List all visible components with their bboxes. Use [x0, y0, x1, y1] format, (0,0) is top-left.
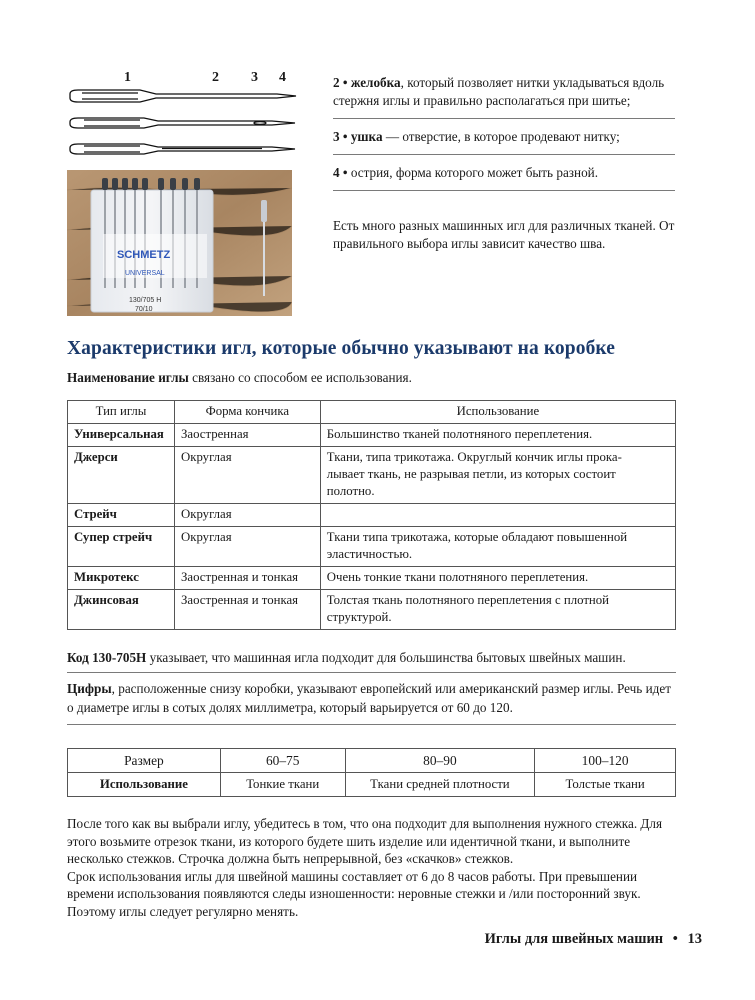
table-row: [68, 447, 676, 504]
tip-cell: Заостренная и тонкая: [174, 590, 320, 630]
bullet: •: [342, 165, 348, 180]
part-text: , который позволяет нитки укладываться вдоль стержня иглы и правильно располагаться при шитье;: [333, 75, 665, 108]
final-paragraph-1: После того как вы выбрали иглу, убедитесь в том, что она подходит для выполнения нужного стежка. Для этого возьмите отрезок ткани, из которого будете шить изделие или идентичной ткани, и выполните несколько стежков. Строчка должна быть непрерывной, без «скачков» стежков.: [67, 816, 663, 867]
usage-cell: [320, 504, 675, 527]
page-footer: [485, 931, 702, 948]
name-line-bold: Наименование иглы: [67, 370, 189, 385]
size-header-label: Размер: [68, 749, 221, 773]
part-name: желобка: [350, 75, 401, 90]
diagram-number: 2: [212, 70, 219, 85]
part-text: — отверстие, в которое продевают нитку;: [382, 129, 620, 144]
header-usage: Использование: [320, 401, 675, 424]
usage-cell: Большинство тканей полотняного переплетения.: [320, 424, 675, 447]
tip-cell: Округлая: [174, 447, 320, 504]
code-text: указывает, что машинная игла подходит для большинства бытовых швейных машин.: [146, 650, 626, 665]
size-table: [67, 748, 676, 797]
final-text: [67, 815, 676, 921]
usage-cell: Ткани типа трикотажа, которые обладают повышенной эластичностью.: [320, 527, 675, 567]
usage-cell: Толстая ткань полотняного переплетения с плотной структурой.: [320, 590, 675, 630]
header-type: Тип иглы: [68, 401, 175, 424]
table-row: [68, 590, 676, 630]
part-text: острия, форма которого может быть разной.: [347, 165, 599, 180]
diagram-number: 3: [251, 70, 258, 85]
tip-cell: Округлая: [174, 527, 320, 567]
table-row: [68, 567, 676, 590]
size-header-row: [68, 749, 676, 773]
final-paragraph-2: Срок использования иглы для швейной машины составляет от 6 до 8 часов работы. При превышении времени использования появляются следы изношенности: неровные стежки и /или посторонний звук. Поэтому иглы следует регулярно менять.: [67, 868, 641, 919]
divider: [67, 724, 676, 725]
size-use: Толстые ткани: [535, 773, 676, 797]
type-cell: Универсальная: [68, 424, 175, 447]
usage-cell: Очень тонкие ткани полотняного переплетения.: [320, 567, 675, 590]
section-title: Характеристики игл, которые обычно указывают на коробке: [67, 338, 616, 359]
part-number: 2: [333, 75, 340, 90]
part-number: 3: [333, 129, 340, 144]
table-row: [68, 424, 676, 447]
box-code: 130/705 H: [129, 297, 162, 304]
header-tip: Форма кончика: [174, 401, 320, 424]
part-item: [333, 164, 675, 191]
divider: [67, 672, 676, 673]
bullet: •: [342, 129, 348, 144]
size-use: Тонкие ткани: [220, 773, 345, 797]
digits-paragraph: [67, 679, 676, 717]
intro-paragraph: Есть много разных машинных игл для различных тканей. От правильного выбора иглы зависит качество шва.: [333, 218, 675, 251]
code-bold: Код 130-705H: [67, 650, 147, 665]
part-name: ушка: [350, 129, 383, 144]
type-cell: Джинсовая: [68, 590, 175, 630]
code-paragraph: [67, 648, 676, 667]
usage-cell: Ткани, типа трикотажа. Округлый кончик иглы прока- лывает ткань, не разрывая петли, из которых состоит полотно.: [320, 447, 675, 504]
digits-bold: Цифры: [67, 681, 112, 696]
part-item: [333, 128, 675, 155]
type-cell: Стрейч: [68, 504, 175, 527]
needle-diagram: [62, 70, 297, 160]
needle-types-table: [67, 400, 676, 630]
size-range: 80–90: [345, 749, 535, 773]
needle-parts-list: [333, 74, 675, 253]
size-range: 60–75: [220, 749, 345, 773]
tip-cell: Заостренная: [174, 424, 320, 447]
type-cell: Микротекс: [68, 567, 175, 590]
part-item: [333, 74, 675, 119]
type-cell: Супер стрейч: [68, 527, 175, 567]
name-line: [67, 370, 412, 386]
size-range: 100–120: [535, 749, 676, 773]
page-number: 13: [687, 931, 702, 947]
size-use: Ткани средней плотности: [345, 773, 535, 797]
table-row: [68, 504, 676, 527]
box-subbrand: UNIVERSAL: [125, 270, 165, 277]
size-use-label: Использование: [68, 773, 221, 797]
name-line-text: связано со способом ее использования.: [188, 370, 412, 385]
tip-cell: Заостренная и тонкая: [174, 567, 320, 590]
table-header-row: [68, 401, 676, 424]
bullet: •: [342, 75, 348, 90]
needle-box-photo: [67, 170, 292, 316]
box-size: 70/10: [135, 306, 153, 313]
box-brand: SCHMETZ: [117, 249, 171, 261]
digits-text: , расположенные снизу коробки, указывают европейский или американский размер иглы. Речь идет о диаметре иглы в сотых долях миллиметра, который варьируется от 60 до 120.: [67, 681, 671, 715]
tip-cell: Округлая: [174, 504, 320, 527]
needle-box-image: [67, 170, 292, 316]
table-row: [68, 527, 676, 567]
diagram-number: 1: [124, 70, 131, 85]
size-use-row: [68, 773, 676, 797]
diagram-number: 4: [279, 70, 286, 85]
footer-bullet: •: [672, 931, 678, 947]
needle-drawing: [62, 70, 297, 160]
part-number: 4: [333, 165, 340, 180]
footer-title: Иглы для швейных машин: [484, 931, 664, 947]
type-cell: Джерси: [68, 447, 175, 504]
